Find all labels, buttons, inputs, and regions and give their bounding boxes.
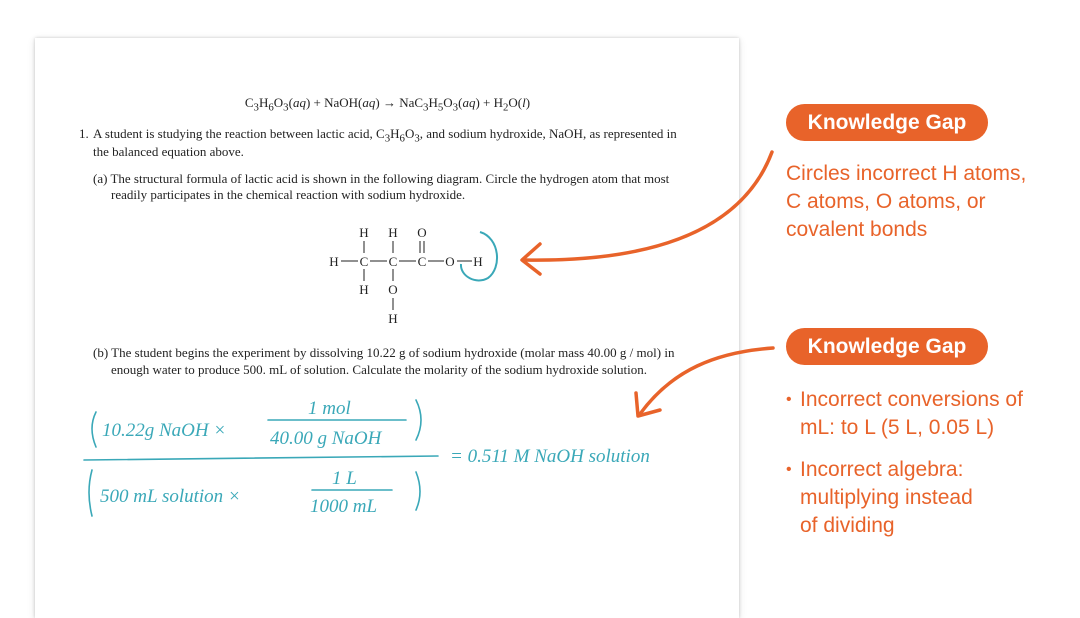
bullet2-line3: of dividing [800,514,895,537]
question-intro-line2: the balanced equation above. [93,144,244,159]
atom-h-top2: H [388,225,398,240]
atom-o-hydroxyl: O [445,254,455,269]
note1-line1: Circles incorrect H atoms, [786,162,1027,185]
atom-h-left: H [329,254,339,269]
atom-c1: C [359,254,369,269]
bullet1-line1: Incorrect conversions of [800,388,1023,411]
bullet2-line1: Incorrect algebra: [800,458,964,481]
hw-mol: 1 mol [308,398,351,419]
part-a-line1: (a) The structural formula of lactic acid is shown in the following diagram. Circle the hydrogen atom that most [93,171,670,186]
atom-h-bottom2: H [388,311,398,326]
atom-o-top: O [417,225,427,240]
bullet1-line2: mL: to L (5 L, 0.05 L) [800,416,995,439]
atom-o-bottom: O [388,282,398,297]
question-intro-line1: A student is studying the reaction between lactic acid, $C_3H_6O_3$, and sodium hydroxide, NaOH, as represented in [93,126,677,145]
equation-text: $C_3H_6O_3(aq)$ + NaOH(aq) → $NaC_3H_5O_3(aq) + H_2O(l)$ [244,95,531,114]
knowledge-gap-bullet-2 [786,456,973,540]
part-a-line2: readily participates in the chemical reaction with sodium hydroxide. [111,187,466,202]
note1-line2: C atoms, O atoms, or [786,190,986,213]
arrow-to-structure [525,152,772,260]
atom-h-top1: H [359,225,369,240]
hw-volume: 500 mL solution × [100,486,241,507]
bullet-dot-2: • [786,461,792,478]
hw-result: = 0.511 M NaOH solution [450,446,650,467]
atom-c2: C [388,254,398,269]
part-b-line2: enough water to produce 500. mL of solution. Calculate the molarity of the sodium hydroxide solution. [111,362,648,377]
knowledge-gap-badge-2: Knowledge Gap [786,328,988,365]
atom-h-bottom1: H [359,282,369,297]
knowledge-gap-badge-1: Knowledge Gap [786,104,988,141]
bullet2-line2: multiplying instead [800,486,973,509]
part-b-line1: (b) The student begins the experiment by dissolving 10.22 g of sodium hydroxide (molar mass 40.00 g / mol) in [93,345,675,360]
hw-milliliter: 1000 mL [310,496,378,517]
note1-line3: covalent bonds [786,218,928,241]
hw-molar-mass: 40.00 g NaOH [270,428,382,449]
hw-liter: 1 L [332,468,357,489]
hw-mass: 10.22g NaOH × [102,420,227,441]
question-number: 1. [79,126,89,141]
knowledge-gap-bullet-1 [786,386,1023,442]
bullet-dot-1: • [786,391,792,408]
atom-c3: C [417,254,427,269]
atom-h-acid: H [473,254,483,269]
knowledge-gap-note-1 [786,160,1026,244]
arrow-to-calculation [640,348,773,414]
